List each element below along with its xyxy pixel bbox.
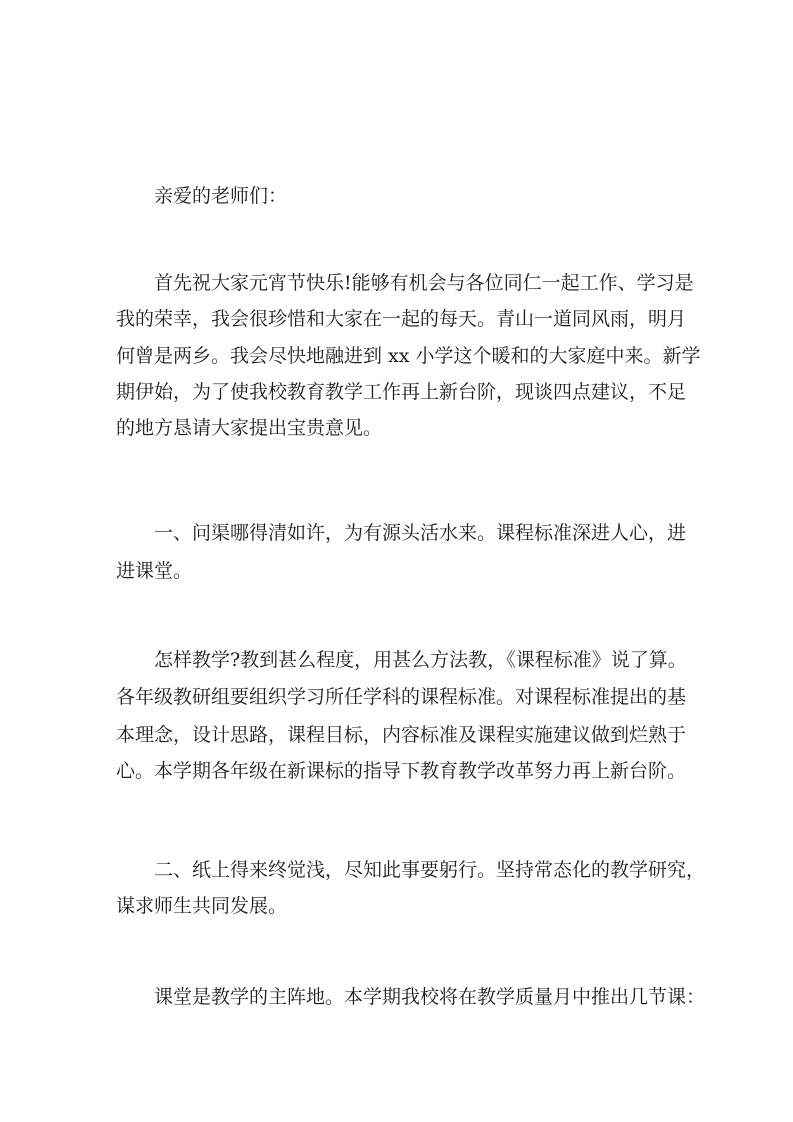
paragraph-line: 的地方恳请大家提出宝贵意见。 (116, 417, 383, 439)
paragraph-line: 进课堂。 (116, 560, 193, 582)
paragraph-line: 怎样教学?教到甚么程度，用甚么方法教，《课程标准》说了算。 (154, 649, 687, 671)
paragraph-line: 本理念，设计思路，课程目标，内容标准及课程实施建议做到烂熟于 (116, 724, 687, 746)
paragraph-line: 首先祝大家元宵节快乐!能够有机会与各位同仁一起工作、学习是 (154, 272, 694, 294)
paragraph-line: 我的荣幸，我会很珍惜和大家在一起的每天。青山一道同风雨，明月 (116, 308, 687, 330)
paragraph-line: 心。本学期各年级在新课标的指导下教育教学改革努力再上新台阶。 (116, 760, 687, 782)
paragraph-line: 何曾是两乡。我会尽快地融进到 xx 小学这个暖和的大家庭中来。新学 (116, 345, 701, 367)
greeting: 亲爱的老师们： (154, 185, 288, 207)
paragraph-line: 课堂是教学的主阵地。本学期我校将在教学质量月中推出几节课： (154, 986, 706, 1008)
paragraph-line: 一、问渠哪得清如许，为有源头活水来。课程标准深进人心，进 (154, 522, 687, 544)
paragraph-line: 期伊始，为了使我校教育教学工作再上新台阶，现谈四点建议，不足 (116, 381, 687, 403)
paragraph-line: 二、纸上得来终觉浅，尽知此事要躬行。坚持常态化的教学研究， (154, 859, 706, 881)
paragraph-line: 谋求师生共同发展。 (116, 895, 288, 917)
paragraph-line: 各年级教研组要组织学习所任学科的课程标准。对课程标准提出的基 (116, 686, 687, 708)
